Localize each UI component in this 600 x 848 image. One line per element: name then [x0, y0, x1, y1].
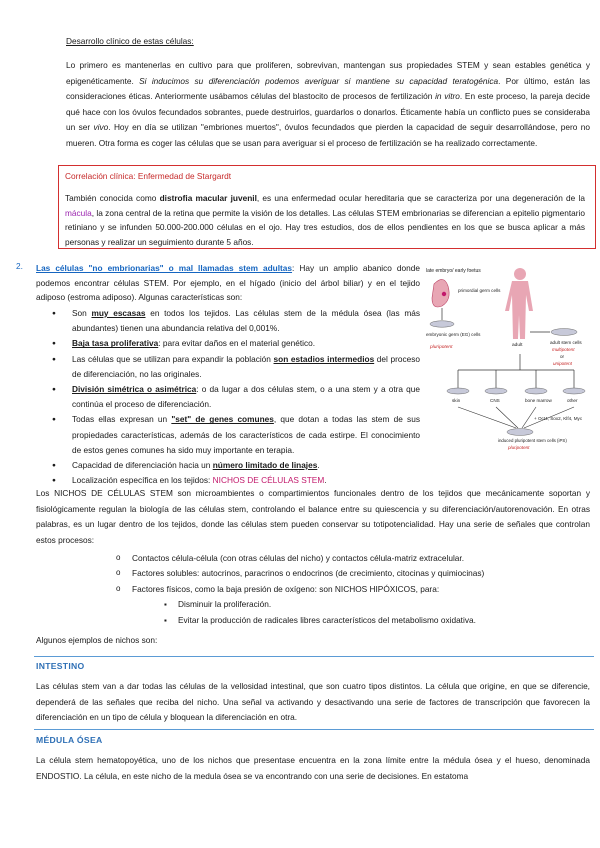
- list-number: 2.: [16, 261, 23, 271]
- bone-marrow-label: bone marrow: [525, 398, 552, 403]
- adult-stem-dish: [551, 329, 577, 336]
- correlation-text: También conocida como distrofia macular juvenil, es una enfermedad ocular hereditaria que se caracteriza por una degeneración de la mácula, la zona central de la retina que permite la visión de los detalles. Las células STEM embrionarias se diferencian a epitelio pigmentario retiniano y se infunden 50.000-200.000 células en el ojo. Hay tres estudios, dos de ellos pendientes en los que se busca aplicar a más personas y realizar un seguimiento durante 5 años.: [65, 193, 585, 248]
- ips-label: induced pluripotent stem cells (iPS): [498, 438, 567, 443]
- adult-figure: [505, 268, 533, 339]
- cns-dish: [485, 388, 507, 394]
- late-embryo-label: late embryo/ early foetus: [426, 268, 481, 274]
- list-item: o Contactos célula-célula (con otras células del nicho) y contactos célula-matriz extracelular.: [116, 551, 586, 566]
- divider: [34, 729, 594, 730]
- examples-intro: Algunos ejemplos de nichos son:: [36, 635, 158, 645]
- intestino-paragraph: Las células stem van a dar todas las células de la vellosidad intestinal, que son cuatro tipos distintos. La célula que origine, en que se diferencie, dependerá de las señales que reciba del nicho. Una señal va activando y desactivando una serie de factores de transcripción que favorecen la diferenciación en un tipo de célula y bloquean la diferenciación en otra.: [36, 681, 590, 723]
- list-item: o Factores físicos, como la baja presión de oxígeno: son NICHOS HIPÓXICOS, para: ▪ Disminuir la proliferación. ▪ Evitar la producción de radicales libres característicos del metabolismo oxidativa.: [116, 582, 586, 628]
- bone-dish: [525, 388, 547, 394]
- clinical-correlation-box: [58, 165, 596, 249]
- ips-dish: [507, 429, 533, 436]
- other-label: other: [567, 398, 578, 403]
- embryo-shape: [432, 279, 449, 307]
- adult-stem-title: Las células "no embrionarias" o mal llamadas stem adultas: [36, 263, 293, 273]
- or-label: or: [560, 354, 565, 359]
- germ-cell-dot: [442, 292, 446, 296]
- adult-stem-label: adult stem cells: [550, 340, 582, 345]
- adult-head: [514, 268, 526, 280]
- eg-dish: [430, 321, 454, 327]
- list-item: ● División simétrica o asimétrica: o da lugar a dos células stem, o a una stem y a otra que continúa el proceso de diferenciación.: [52, 382, 420, 412]
- adult-stem-intro: Las células "no embrionarias" o mal llamadas stem adultas: Hay un amplio abanico donde podemos encontrar células STEM. Por ejemplo, en el hígado (inicio del árbol biliar) y en el tejido adiposo (estroma adiposo). Algunas características son:: [36, 263, 421, 303]
- niches-paragraph: Los NICHOS DE CÉLULAS STEM son microambientes o compartimientos funcionales dentro de los tejidos que mecánicamente soportan y fisiológicamente regulan la biología de las células stem, controlando el balance entre su quiescencia y su diferenciación/autorenovación. En otras palabras, es un lugar dentro de los tejidos, donde las células stem pueden conservar su totipotencialidad. Hay una serie de señales que controlan estos procesos:: [36, 488, 590, 545]
- list-item: ● Todas ellas expresan un "set" de genes comunes, que dotan a todas las stem de sus propiedades características, además de los característicos de cada estirpe. El conocimiento de estos genes comunes ha sido muy importante en terapia.: [52, 412, 420, 458]
- list-item: ▪ Evitar la producción de radicales libres característicos del metabolismo oxidativa.: [164, 613, 586, 628]
- niche-term: NICHOS DE CÉLULAS STEM: [212, 475, 325, 486]
- skin-dish: [447, 388, 469, 394]
- other-dish: [563, 388, 585, 394]
- adult-characteristics-list: [52, 306, 420, 488]
- factors-label: + Oct4, Sox2, Klf4, Myc: [534, 416, 583, 421]
- list-item: ● Las células que se utilizan para expandir la población son estadios intermedios del proceso de diferenciación, no las originales.: [52, 352, 420, 382]
- intestino-heading: INTESTINO: [36, 661, 85, 671]
- list-item: ● Localización específica en los tejidos: NICHOS DE CÉLULAS STEM.: [52, 473, 420, 488]
- hypoxic-sublist: [132, 597, 586, 628]
- multipotent-label: multipotent: [552, 347, 575, 352]
- adult-label: adult: [512, 343, 523, 348]
- list-item: ● Capacidad de diferenciación hacia un número limitado de linajes.: [52, 458, 420, 473]
- list-item: o Factores solubles: autocrinos, paracrinos o endocrinos (de crecimiento, citocinas y quimiocinas): [116, 566, 586, 581]
- intro-paragraph: Lo primero es mantenerlas en cultivo para que proliferen, sobrevivan, mantengan sus propiedades STEM y sean estables genética y epigenéticamente. Si inducimos su diferenciación podemos averiguar si mantiene su capacidad teratogénica. Por último, están las consideraciones éticas. Anteriormente usábamos células del blastocito de procesos de fertilización in vitro. En este proceso, la pareja decide qué hace con los óvulos fecundados sobrantes, puede destruirlos, guardarlos o donarlos. Éticamente había un conflicto pues se consideraba un ser vivo. Hoy en día se utilizan "embriones muertos", óvulos fecundados que pierden la capacidad de seguir desarrollándose, pero no mueren. Otra forma es coger las células que se usan para averiguar si el proceso de fertilización se ha realizado correctamente.: [66, 60, 590, 148]
- divider: [34, 656, 594, 657]
- unipotent-label: unipotent: [553, 361, 572, 366]
- correlation-title: Correlación clínica: Enfermedad de Stargardt: [65, 171, 232, 181]
- adult-body: [505, 281, 533, 339]
- pluripotent-label: pluripotent: [430, 345, 453, 350]
- list-item: ▪ Disminuir la proliferación.: [164, 597, 586, 612]
- ips-pluripotent-label: pluripotent: [508, 445, 530, 450]
- eg-label: embryonic germ (EG) cells: [426, 332, 481, 337]
- list-item: ● Son muy escasas en todos los tejidos. Las células stem de la médula ósea (las más abundantes) tienen una abundancia relativa del 0,001%.: [52, 306, 420, 336]
- pgc-label: primordial germ cells: [458, 288, 501, 293]
- medula-paragraph: La célula stem hematopoyética, uno de los nichos que presentase encuentra en la zona límite entre la médula ósea y el hueso, denominada ENDOSTIO. La célula, en este nicho de la medula ósea se va encontrando con una serie de decisiones. En estatoma: [36, 755, 590, 781]
- cns-label: CNS: [490, 398, 500, 403]
- medula-heading: MÉDULA ÓSEA: [36, 735, 103, 745]
- stem-cell-diagram: [424, 262, 592, 452]
- list-item: ● Baja tasa proliferativa: para evitar daños en el material genético.: [52, 336, 420, 351]
- niche-signals-list: [116, 551, 586, 628]
- tissue-dishes: [447, 370, 585, 394]
- skin-label: skin: [452, 398, 461, 403]
- section-heading: Desarrollo clínico de estas células:: [66, 36, 194, 46]
